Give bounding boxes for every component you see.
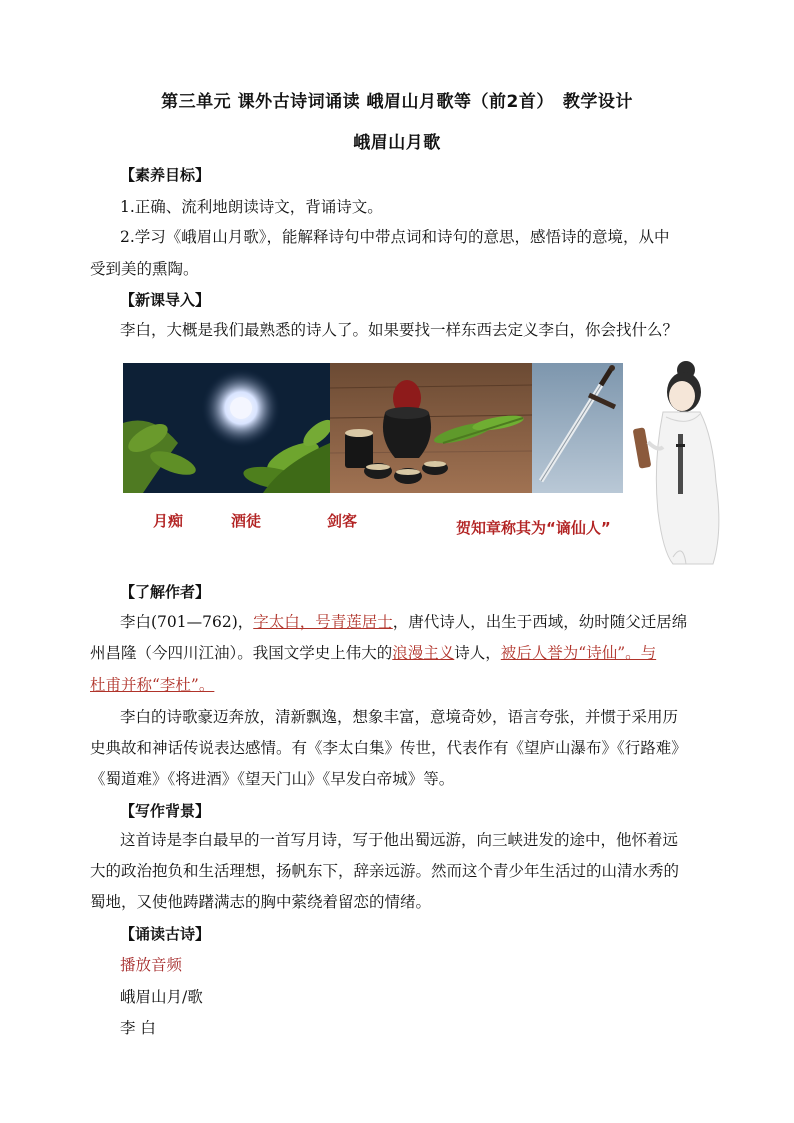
- caption-moon: 月痴: [153, 512, 184, 530]
- goal-item-1: 1.正确、流利地朗读诗文，背诵诗文。: [120, 198, 383, 216]
- sword-photo: [532, 363, 623, 493]
- caption-sword: 剑客: [327, 512, 358, 530]
- author-para-2-line-3: 《蜀道难》《将进酒》《望天门山》《早发白帝城》等。: [90, 770, 455, 788]
- author-title-highlight: 被后人誉为“诗仙”。与: [500, 644, 657, 662]
- goal-item-2-line-1: 2.学习《峨眉山月歌》，能解释诗句中带点词和诗句的意思，感悟诗的意境，从中: [120, 228, 670, 246]
- author-para-1-line-3: [90, 670, 710, 700]
- intro-text: 李白，大概是我们最熟悉的诗人了。如果要找一样东西去定义李白，你会找什么？: [120, 321, 679, 339]
- author-text: 州昌隆（今四川江油）。我国文学史上伟大的: [90, 644, 393, 662]
- document-title: 第三单元 课外古诗词诵读 峨眉山月歌等（前2首） 教学设计: [161, 92, 633, 112]
- author-para-1-line-1: [120, 607, 710, 637]
- author-courtesy-name: 字太白，号青莲居士: [253, 613, 393, 631]
- li-bai-symbols-image: [123, 363, 623, 493]
- play-audio-link[interactable]: 播放音频: [120, 956, 183, 974]
- author-text: ，唐代诗人，出生于西域，幼时随父迁居绵: [392, 613, 688, 631]
- section-background-heading: 【写作背景】: [120, 802, 211, 820]
- background-line-1: 这首诗是李白最早的一首写月诗，写于他出蜀远游，向三峡进发的途中，他怀着远: [120, 831, 679, 849]
- poem-heading: 峨眉山月歌: [353, 133, 441, 153]
- author-pairing-highlight: 杜甫并称“李杜”。: [90, 676, 215, 694]
- author-text: 诗人，: [454, 644, 501, 662]
- caption-wine: 酒徒: [231, 512, 262, 530]
- author-text: 李白(701—762)，: [120, 613, 254, 631]
- author-style-highlight: 浪漫主义: [392, 644, 455, 662]
- poem-author: 李 白: [120, 1019, 156, 1037]
- author-para-2-line-1: 李白的诗歌豪迈奔放，清新飘逸，想象丰富，意境奇妙，语言夸张，并惯于采用历: [120, 708, 679, 726]
- poem-title: 峨眉山月/歌: [120, 988, 203, 1006]
- author-para-1-line-2: [90, 638, 710, 668]
- section-goals-heading: 【素养目标】: [120, 166, 211, 184]
- author-para-2-line-2: 史典故和神话传说表达感情。有《李太白集》传世，代表作有《望庐山瀑布》《行路难》: [90, 739, 687, 757]
- wine-photo: [330, 363, 532, 493]
- section-recite-heading: 【诵读古诗】: [120, 925, 211, 943]
- background-line-2: 大的政治抱负和生活理想，扬帆东下，辞亲远游。然而这个青少年生活过的山清水秀的: [90, 862, 680, 880]
- background-line-3: 蜀地，又使他踌躇满志的胸中萦绕着留恋的情绪。: [90, 893, 432, 911]
- moon-photo: [123, 363, 337, 493]
- caption-immortal: 贺知章称其为“谪仙人”: [456, 519, 611, 537]
- section-intro-heading: 【新课导入】: [120, 291, 211, 309]
- li-bai-illustration: [628, 352, 728, 567]
- goal-item-2-line-2: 受到美的熏陶。: [90, 260, 199, 278]
- section-author-heading: 【了解作者】: [120, 583, 211, 601]
